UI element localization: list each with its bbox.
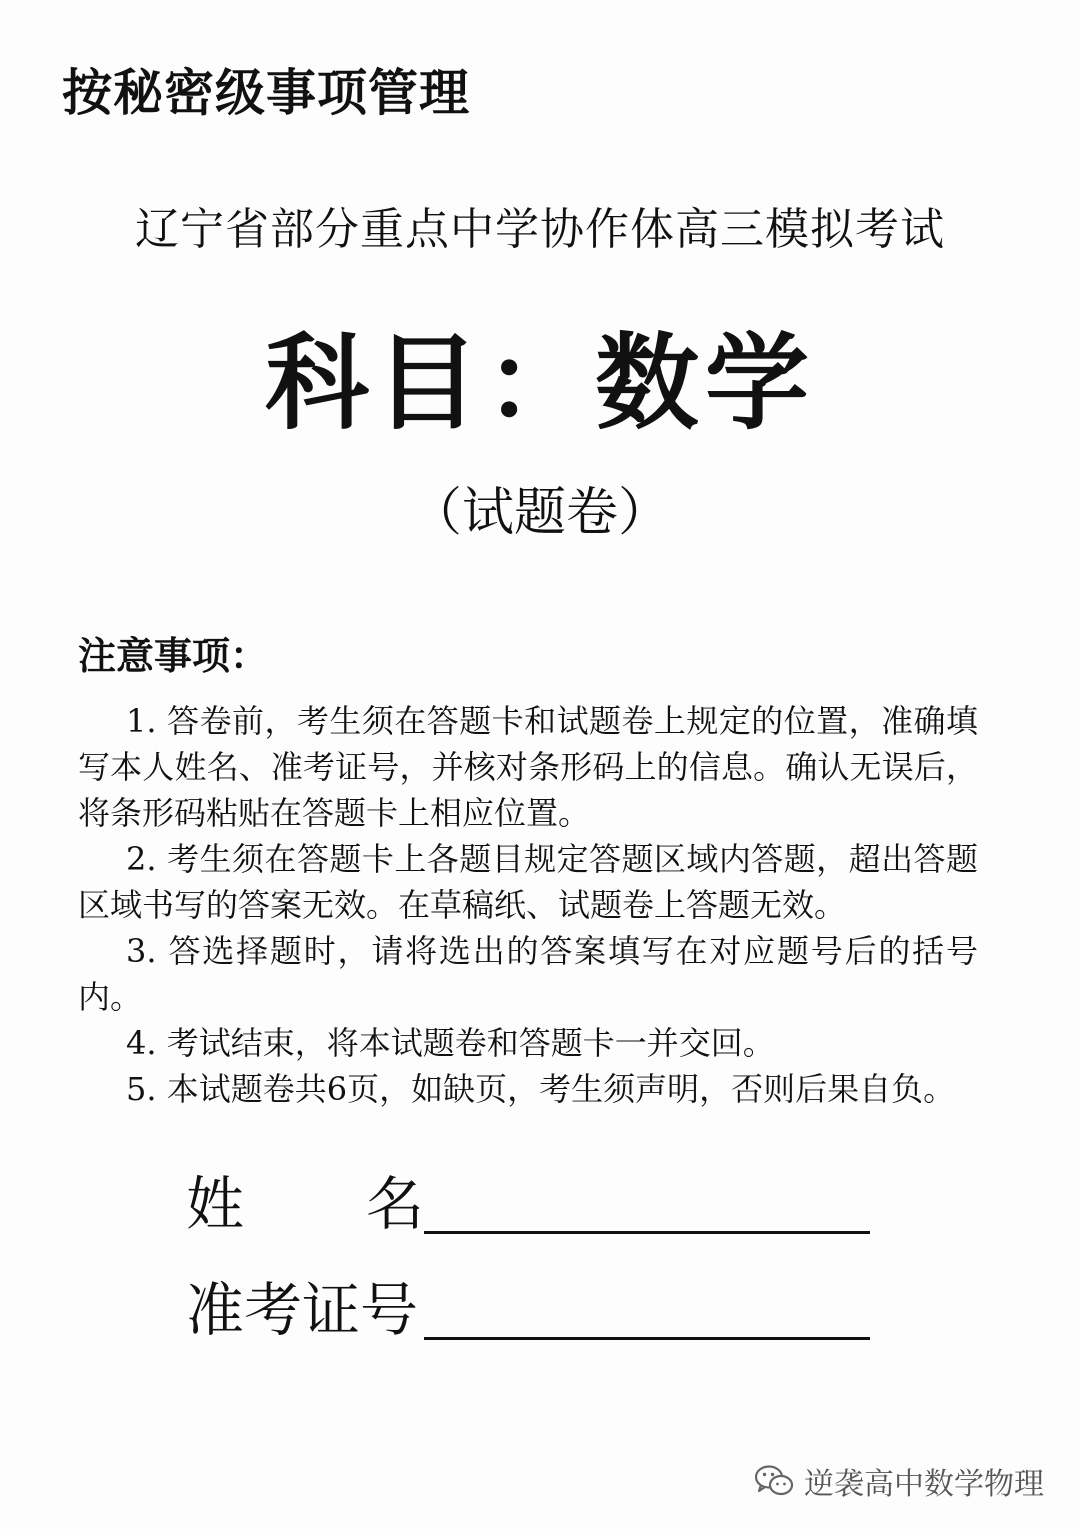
name-label-char-1: 姓 (186, 1170, 245, 1238)
exam-id-field-label: 准考证号 (186, 1276, 419, 1344)
watermark (754, 1459, 1044, 1503)
notice-item-3: 3. 答选择题时，请将选出的答案填写在对应题号后的括号内。 (78, 932, 978, 1016)
paper-type-label: （试题卷） (409, 483, 670, 543)
exam-id-field-row (186, 1272, 870, 1348)
notice-title: 注意事项： (78, 633, 269, 678)
notice-list (78, 698, 978, 1112)
name-field-label (186, 1166, 424, 1242)
wechat-icon (754, 1464, 794, 1498)
watermark-text: 逆袭高中数学物理 (804, 1467, 1044, 1502)
notice-item-4: 4. 考试结束，将本试题卷和答题卡一并交回。 (126, 1024, 775, 1062)
notice-item-1: 1. 答卷前，考生须在答题卡和试题卷上规定的位置，准确填写本人姓名、准考证号，并核对条形码上的信息。确认无误后，将条形码粘贴在答题卡上相应位置。 (78, 702, 978, 832)
exam-title: 辽宁省部分重点中学协作体高三模拟考试 (135, 204, 945, 255)
notice-item-5: 5. 本试题卷共6页，如缺页，考生须声明，否则后果自负。 (126, 1070, 956, 1108)
exam-id-blank-line[interactable] (424, 1337, 870, 1340)
classification-label: 按秘密级事项管理 (62, 63, 470, 122)
name-label-char-2: 名 (365, 1170, 424, 1238)
name-blank-line[interactable] (424, 1231, 870, 1234)
notice-item-2: 2. 考生须在答题卡上各题目规定答题区域内答题，超出答题区域书写的答案无效。在草稿纸、试题卷上答题无效。 (78, 840, 978, 924)
subject-title: 科目：数学 (264, 321, 815, 444)
name-field-row (186, 1166, 870, 1242)
